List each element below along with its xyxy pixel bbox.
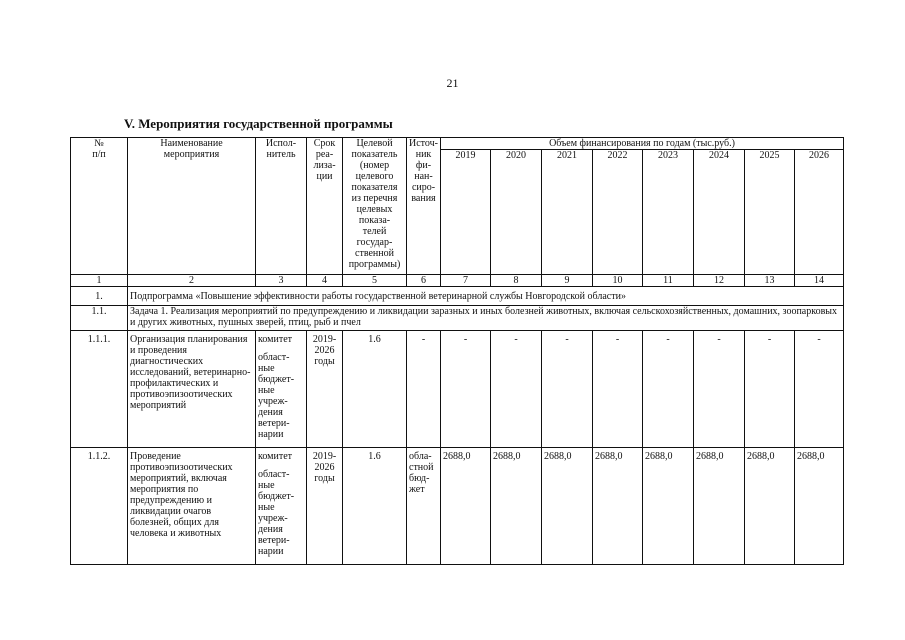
row-value: -: [441, 331, 491, 448]
column-number: 10: [593, 275, 643, 287]
header-source: Источ- ник фи- нан- сиро- вания: [407, 138, 441, 275]
header-year: 2025: [745, 150, 795, 275]
column-number: 6: [407, 275, 441, 287]
task-text: Задача 1. Реализация мероприятий по предупреждению и ликвидации заразных и иных болезней животных, включая сельскохозяйственных, домашних, зоопарковых и других животных, пушных зверей, птиц, рыб и пчел: [128, 306, 844, 331]
header-year: 2024: [694, 150, 745, 275]
row-executor-1: комитет: [258, 451, 293, 462]
table-row: [71, 331, 844, 448]
header-year: 2020: [491, 150, 542, 275]
row-term: 2019- 2026 годы: [307, 448, 343, 565]
section-title: V. Мероприятия государственной программы: [124, 116, 393, 131]
column-number: 8: [491, 275, 542, 287]
row-value: 2688,0: [694, 448, 745, 565]
activities-table: [70, 137, 844, 565]
row-value: 2688,0: [542, 448, 593, 565]
row-term: 2019- 2026 годы: [307, 331, 343, 448]
row-value: -: [593, 331, 643, 448]
row-target: 1.6: [343, 331, 407, 448]
header-year: 2019: [441, 150, 491, 275]
header-year: 2026: [795, 150, 844, 275]
column-number: 13: [745, 275, 795, 287]
header-target: Целевой показатель (номер целевого показателя из перечня целевых показа- телей государ- ственной программы): [343, 138, 407, 275]
row-executor-1: комитет: [258, 334, 293, 345]
row-value: -: [491, 331, 542, 448]
header-year: 2023: [643, 150, 694, 275]
header-name: Наименование мероприятия: [128, 138, 256, 275]
subprogram-row: [71, 287, 844, 306]
column-number: 1: [71, 275, 128, 287]
header-term: Срок реа- лиза- ции: [307, 138, 343, 275]
row-value: -: [745, 331, 795, 448]
header-year: 2021: [542, 150, 593, 275]
column-number: 12: [694, 275, 745, 287]
table-row: [71, 448, 844, 565]
column-number: 7: [441, 275, 491, 287]
row-executor: [256, 331, 307, 448]
row-num: 1.1.1.: [71, 331, 128, 448]
row-executor-2: област- ные бюджет- ные учреж- дения ветери- нарии: [258, 352, 295, 440]
row-name: Проведение противоэпизоотических мероприятий, включая мероприятия по предупреждению и ликвидации очагов болезней, общих для человека и животных: [128, 448, 256, 565]
row-value: 2688,0: [795, 448, 844, 565]
row-value: 2688,0: [441, 448, 491, 565]
column-number: 9: [542, 275, 593, 287]
column-number: 3: [256, 275, 307, 287]
header-row-1: [71, 138, 844, 150]
row-value: -: [694, 331, 745, 448]
column-number: 14: [795, 275, 844, 287]
row-source: обла- стной бюд- жет: [407, 448, 441, 565]
row-name: Организация планирования и проведения диагностических исследований, ветеринарно-профилактических и противоэпизоотических мероприятий: [128, 331, 256, 448]
row-value: -: [542, 331, 593, 448]
column-number-row: [71, 275, 844, 287]
row-value: -: [643, 331, 694, 448]
row-target: 1.6: [343, 448, 407, 565]
row-executor-2: област- ные бюджет- ные учреж- дения ветери- нарии: [258, 469, 295, 557]
row-value: 2688,0: [593, 448, 643, 565]
header-year: 2022: [593, 150, 643, 275]
column-number: 4: [307, 275, 343, 287]
subprogram-num: 1.: [71, 287, 128, 306]
header-num: № п/п: [71, 138, 128, 275]
task-row: [71, 306, 844, 331]
row-value: 2688,0: [643, 448, 694, 565]
row-num: 1.1.2.: [71, 448, 128, 565]
column-number: 5: [343, 275, 407, 287]
row-executor: [256, 448, 307, 565]
column-number: 2: [128, 275, 256, 287]
page-number: 21: [446, 76, 459, 90]
header-executor: Испол- нитель: [256, 138, 307, 275]
task-num: 1.1.: [71, 306, 128, 331]
row-value: 2688,0: [491, 448, 542, 565]
row-value: 2688,0: [745, 448, 795, 565]
header-funding-group: Объем финансирования по годам (тыс.руб.): [441, 138, 844, 150]
subprogram-text: Подпрограмма «Повышение эффективности работы государственной ветеринарной службы Новгородской области»: [128, 287, 844, 306]
column-number: 11: [643, 275, 694, 287]
row-value: -: [795, 331, 844, 448]
row-source: -: [407, 331, 441, 448]
